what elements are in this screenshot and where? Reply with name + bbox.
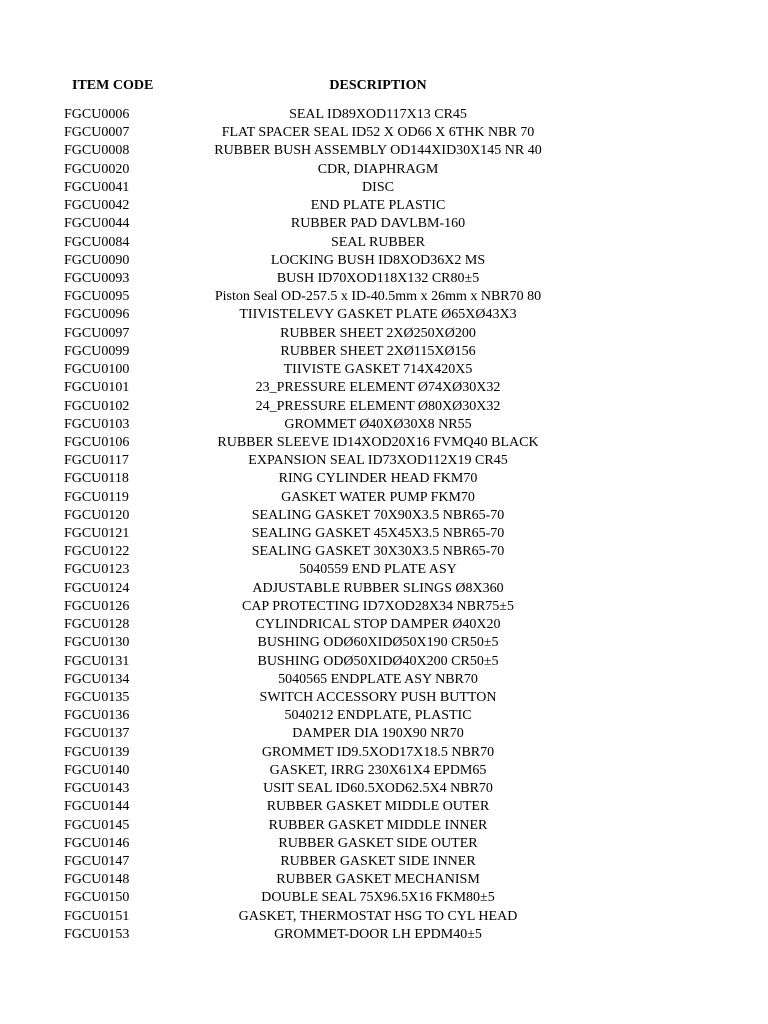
description-cell: DISC [362,179,394,195]
item-code-cell: FGCU0135 [64,690,130,705]
description-cell: CAP PROTECTING ID7XOD28X34 NBR75±5 [241,598,514,614]
item-code-cell: FGCU0044 [64,216,130,232]
item-code-cell: FGCU0099 [64,343,130,359]
description-cell: RUBBER GASKET MECHANISM [276,872,480,888]
item-code-cell: FGCU0147 [64,853,130,869]
table-row [0,306,768,324]
description-cell: GASKET, IRRG 230X61X4 EPDM65 [269,762,487,778]
table-row [0,908,768,926]
description-cell: RUBBER SHEET 2XØ115XØ156 [280,343,476,359]
item-code-cell: FGCU0121 [64,526,130,542]
description-cell: ADJUSTABLE RUBBER SLINGS Ø8X360 [252,580,504,596]
item-code-cell: FGCU0020 [64,161,130,177]
description-cell: Piston Seal OD-257.5 x ID-40.5mm x 26mm x NBR70 80 [214,289,542,305]
description-cell: BUSH ID70XOD118X132 CR80±5 [276,270,480,286]
item-code-cell: FGCU0103 [64,416,130,432]
description-cell: TIIVISTELEVY GASKET PLATE Ø65XØ43X3 [239,307,517,323]
table-row [0,398,768,416]
table-row [0,525,768,543]
table-row [0,653,768,671]
description-cell: END PLATE PLASTIC [310,198,446,214]
item-code-cell: FGCU0120 [64,507,130,523]
item-code-cell: FGCU0100 [64,362,130,378]
description-cell: SEALING GASKET 30X30X3.5 NBR65-70 [251,544,505,560]
table-row [0,470,768,488]
description-cell: GROMMET ID9.5XOD17X18.5 NBR70 [261,744,495,760]
description-cell: RUBBER GASKET SIDE INNER [280,853,476,869]
item-code-cell: FGCU0148 [64,872,130,888]
item-code-cell: FGCU0134 [64,671,130,687]
table-row [0,725,768,743]
item-code-cell: FGCU0096 [64,307,130,323]
item-code-cell: FGCU0008 [64,143,130,159]
item-code-cell: FGCU0151 [64,908,130,924]
item-code-cell: FGCU0041 [64,179,130,195]
item-code-cell: FGCU0084 [64,234,130,250]
table-row [0,835,768,853]
table-row [0,689,768,707]
item-code-cell: FGCU0124 [64,580,130,596]
table-row [0,926,768,944]
description-cell: CYLINDRICAL STOP DAMPER Ø40X20 [255,617,501,633]
table-row [0,270,768,288]
description-cell: SWITCH ACCESSORY PUSH BUTTON [259,690,497,705]
description-header: DESCRIPTION [329,78,427,93]
description-cell: RUBBER SLEEVE ID14XOD20X16 FVMQ40 BLACK [217,434,539,450]
item-code-cell: FGCU0137 [64,726,130,742]
table-row [0,361,768,379]
table-row [0,215,768,233]
table-row [0,124,768,142]
description-cell: DAMPER DIA 190X90 NR70 [292,726,464,742]
item-code-cell: FGCU0130 [64,635,130,651]
description-cell: BUSHING ODØ50XIDØ40X200 CR50±5 [257,653,499,669]
item-code-cell: FGCU0122 [64,544,130,560]
table-row [0,780,768,798]
description-cell: 23_PRESSURE ELEMENT Ø74XØ30X32 [255,380,501,396]
item-code-cell: FGCU0131 [64,653,130,669]
item-code-cell: FGCU0145 [64,817,130,833]
description-cell: RUBBER GASKET MIDDLE OUTER [266,799,490,815]
item-code-cell: FGCU0123 [64,562,130,578]
table-row [0,197,768,215]
item-code-cell: FGCU0117 [64,453,129,469]
table-row [0,234,768,252]
table-header [0,78,768,96]
table-row [0,889,768,907]
item-code-cell: FGCU0136 [64,708,130,724]
item-code-cell: FGCU0150 [64,890,130,906]
item-code-cell: FGCU0095 [64,289,130,305]
description-cell: SEALING GASKET 70X90X3.5 NBR65-70 [251,507,505,523]
description-cell: RUBBER BUSH ASSEMBLY OD144XID30X145 NR 40 [214,143,542,159]
table-row [0,379,768,397]
item-code-cell: FGCU0101 [64,380,130,396]
description-cell: GROMMET Ø40XØ30X8 NR55 [284,416,472,432]
table-row [0,616,768,634]
item-code-cell: FGCU0128 [64,617,130,633]
description-cell: SEAL ID89XOD117X13 CR45 [289,107,467,122]
item-code-cell: FGCU0146 [64,835,130,851]
item-code-cell: FGCU0139 [64,744,130,760]
description-cell: SEALING GASKET 45X45X3.5 NBR65-70 [251,526,505,542]
item-code-cell: FGCU0093 [64,270,130,286]
description-cell: RING CYLINDER HEAD FKM70 [278,471,478,487]
item-code-cell: FGCU0090 [64,252,130,268]
item-code-cell: FGCU0143 [64,781,130,797]
item-code-cell: FGCU0119 [64,489,129,505]
table-row [0,853,768,871]
table-row [0,543,768,561]
item-list [0,106,768,944]
item-code-cell: FGCU0106 [64,434,130,450]
description-cell: GASKET WATER PUMP FKM70 [281,489,475,505]
table-row [0,416,768,434]
table-row [0,142,768,160]
table-row [0,598,768,616]
item-code-cell: FGCU0140 [64,762,130,778]
table-row [0,434,768,452]
description-cell: GASKET, THERMOSTAT HSG TO CYL HEAD [238,908,518,924]
item-code-cell: FGCU0102 [64,398,130,414]
table-row [0,634,768,652]
table-row [0,288,768,306]
table-row [0,507,768,525]
description-cell: RUBBER SHEET 2XØ250XØ200 [280,325,476,341]
description-cell: CDR, DIAPHRAGM [317,161,439,177]
description-cell: TIIVISTE GASKET 714X420X5 [283,362,473,378]
description-cell: FLAT SPACER SEAL ID52 X OD66 X 6THK NBR 70 [221,125,535,141]
table-row [0,489,768,507]
description-cell: LOCKING BUSH ID8XOD36X2 MS [270,252,486,268]
item-code-cell: FGCU0126 [64,598,130,614]
table-row [0,343,768,361]
table-row [0,106,768,124]
table-row [0,325,768,343]
description-cell: RUBBER PAD DAVLBM-160 [290,216,466,232]
table-row [0,561,768,579]
item-code-cell: FGCU0153 [64,926,130,942]
table-row [0,744,768,762]
description-cell: RUBBER GASKET MIDDLE INNER [268,817,488,833]
table-row [0,707,768,725]
item-code-cell: FGCU0118 [64,471,129,487]
description-cell: SEAL RUBBER [331,234,425,250]
table-row [0,179,768,197]
table-row [0,871,768,889]
table-row [0,762,768,780]
table-row [0,452,768,470]
item-code-cell: FGCU0007 [64,125,130,141]
description-cell: 5040212 ENDPLATE, PLASTIC [284,708,472,724]
item-code-header: ITEM CODE [72,78,154,93]
description-cell: 24_PRESSURE ELEMENT Ø80XØ30X32 [255,398,501,414]
table-row [0,798,768,816]
description-cell: DOUBLE SEAL 75X96.5X16 FKM80±5 [261,890,495,906]
description-cell: USIT SEAL ID60.5XOD62.5X4 NBR70 [263,781,493,797]
description-cell: 5040559 END PLATE ASY [299,562,457,578]
item-code-cell: FGCU0006 [64,107,130,122]
item-code-cell: FGCU0097 [64,325,130,341]
item-code-cell: FGCU0144 [64,799,130,815]
description-cell: GROMMET-DOOR LH EPDM40±5 [274,926,482,942]
table-row [0,161,768,179]
description-cell: RUBBER GASKET SIDE OUTER [278,835,478,851]
table-row [0,580,768,598]
table-row [0,252,768,270]
table-row [0,671,768,689]
item-code-cell: FGCU0042 [64,198,130,214]
description-cell: EXPANSION SEAL ID73XOD112X19 CR45 [248,453,508,469]
description-cell: BUSHING ODØ60XIDØ50X190 CR50±5 [257,635,499,651]
table-row [0,817,768,835]
description-cell: 5040565 ENDPLATE ASY NBR70 [278,671,478,687]
